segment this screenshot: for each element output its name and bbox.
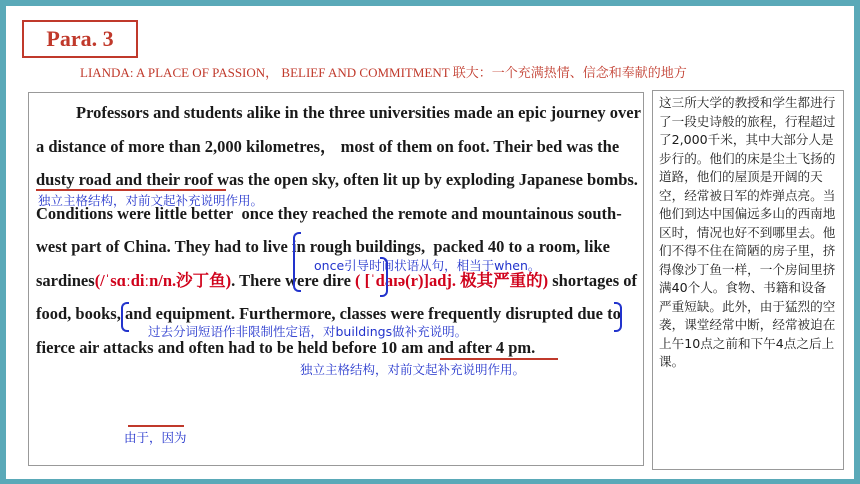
clause-bracket-left [293,232,301,292]
note-due-to: 由于，因为 [124,430,187,445]
phrase-bracket-right [614,302,622,332]
once-clause: once they reached the remote and mountainous south-west part of China [36,203,622,256]
sardine-gloss: (/ˈsɑːdiːn/n.沙丁鱼) [94,270,232,290]
paragraph-label: Para. 3 [22,20,138,58]
underline-due-to [128,425,184,427]
sentence-4: . There were dire [231,270,351,290]
sentence-6: fierce air attacks and often had to be held before 10 am and after 4 pm. [36,337,536,357]
frame-top-border [0,0,860,6]
due-to-phrase: due to [577,304,621,323]
phrase-bracket-left [121,302,129,332]
shortages-phrase: shortages of [552,270,638,290]
absolute-phrase-1: most of them on foot [340,136,486,156]
sentence-2: . Their bed was the dusty road and their roof was the open sky, often lit up by exploding Japanese bombs. Conditions were little better [36,136,638,223]
section-subtitle: LIANDA: A PLACE OF PASSION， BELIEF AND COMMITMENT 联大：一个充满热情、信念和奉献的地方 [80,65,687,80]
frame-right-border [854,0,860,484]
note-participle: 过去分词短语作非限制性定语，对buildings做补充说明。 [148,324,468,339]
frame-left-border [0,0,6,484]
dire-gloss: ( [ˈdaɪə(r)]adj. 极其严重的) [355,270,549,290]
frame-bottom-border [0,479,860,484]
sentence-5: food, books, and equipment. Furthermore, classes were frequently disrupted [36,304,574,323]
participle-phrase: packed 40 to a room, like sardines [36,237,610,290]
translation-box: 这三所大学的教授和学生都进行了一段史诗般的旅程，行程超过了2,000千米，其中大部分人是步行的。他们的床是尘土飞扬的道路，他们的屋顶是开阔的天空，经常被日军的炸弹点亮。当他们到达中国偏远多山的西南地区时，情况也好不到哪里去。他们不得不住在简陋的房子里，挤得像沙丁鱼一样，一个房间里挤满40个人。食物、书籍和设备严重短缺。此外，由于猛烈的空袭，课堂经常中断，经常被迫在上午10点之前和下午4点之后上课。 [652,90,844,470]
note-absolute-2: 独立主格结构，对前文起补充说明作用。 [300,362,526,377]
sentence-3: . They had to live in rough buildings, [166,237,426,256]
sentence-1: Professors and students alike in the three universities made an epic journey over a distance of more than 2,000 kilometres， [36,103,641,156]
note-absolute-1: 独立主格结构，对前文起补充说明作用。 [38,193,264,208]
note-once: once引导时间状语从句，相当于when。 [314,258,541,273]
